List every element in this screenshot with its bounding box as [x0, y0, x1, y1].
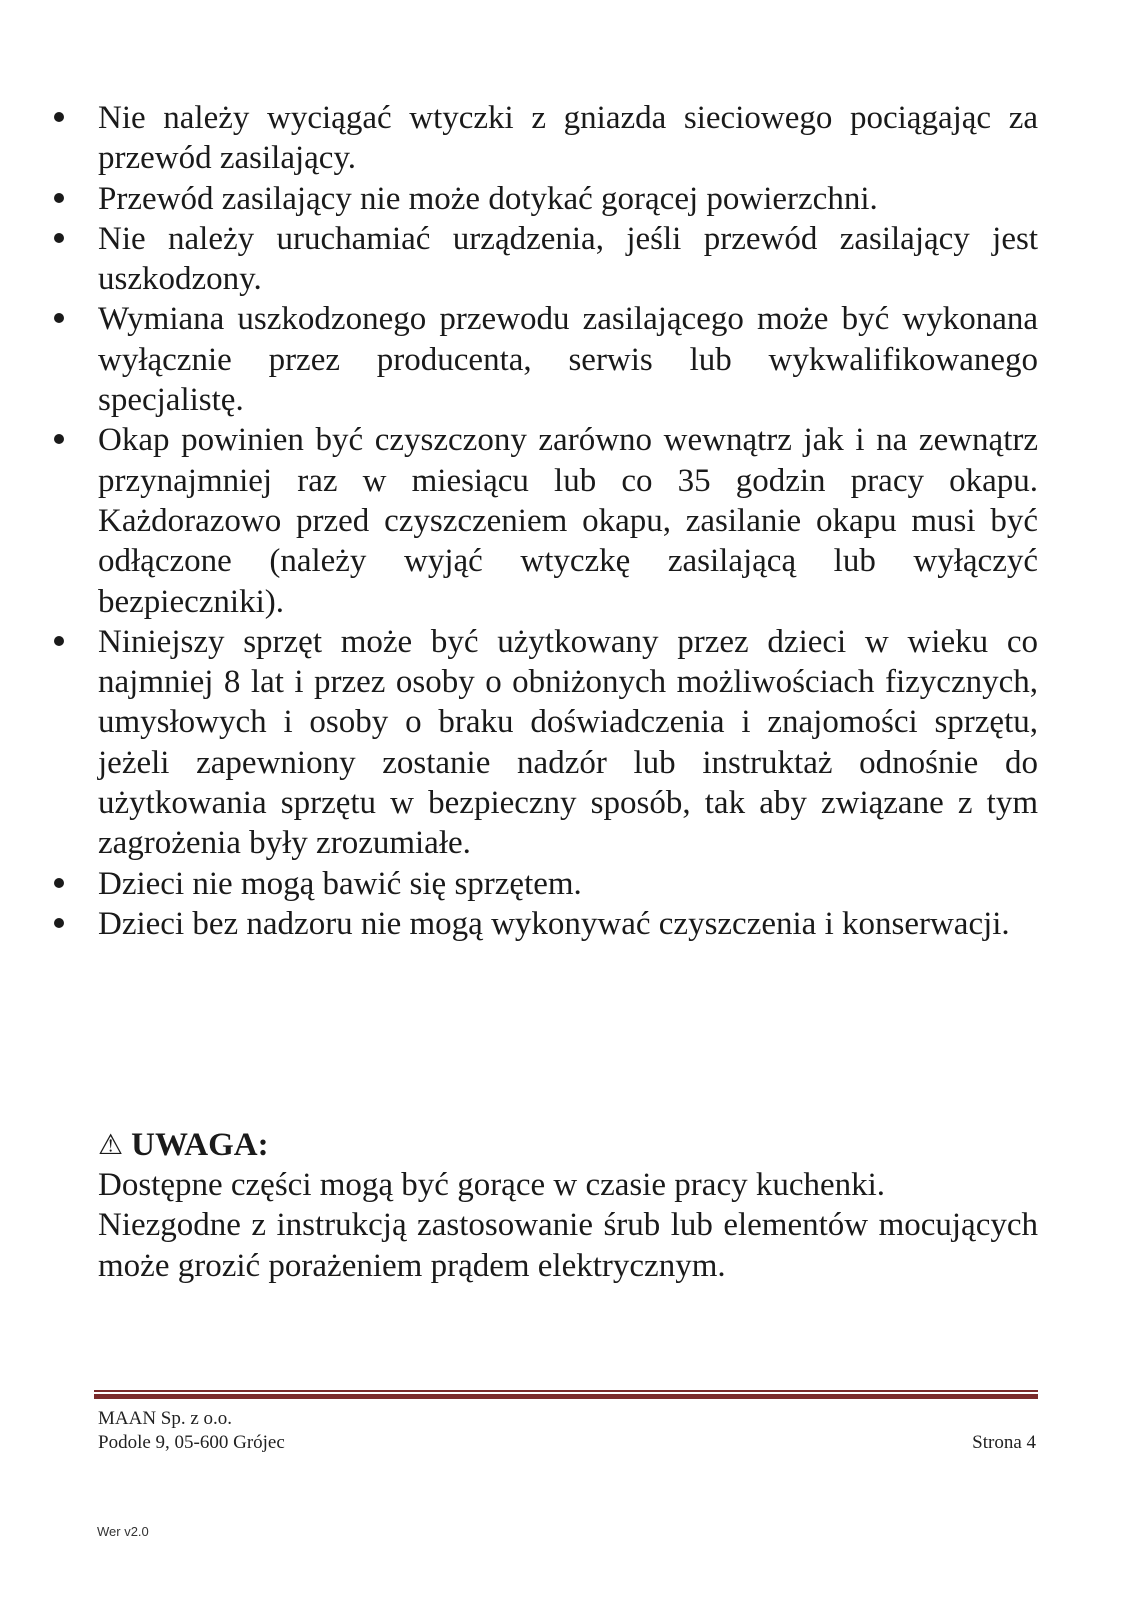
bullet-item — [52, 622, 1038, 864]
footer-divider — [94, 1390, 1038, 1399]
warning-triangle-icon: ⚠ — [98, 1128, 124, 1161]
bullet-text: Dzieci nie mogą bawić się sprzętem. — [98, 865, 582, 902]
bullet-item — [52, 864, 1038, 904]
page-footer — [98, 1407, 1036, 1455]
footer-address: Podole 9, 05-600 Grójec — [98, 1432, 285, 1453]
bullet-item — [52, 904, 1038, 944]
bullet-item — [52, 219, 1038, 300]
bullet-dot-icon — [54, 434, 64, 444]
bullet-dot-icon — [54, 112, 64, 122]
bullet-item — [52, 420, 1038, 621]
bullet-item — [52, 179, 1038, 219]
bullet-text: Niniejszy sprzęt może być użytkowany przez dzieci w wieku co najmniej 8 lat i przez osoby o obniżonych możliwościach fizycznych, umysłowych i osoby o braku doświadczenia i znajomości sprzętu, jeżeli zapewniony zostanie nadzór lub instruktaż odnośnie do użytkowania sprzętu w bezpieczny sposób, tak aby związane z tym zagrożenia były zrozumiałe. — [98, 623, 1038, 862]
safety-bullet-list — [52, 98, 1038, 944]
bullet-dot-icon — [54, 918, 64, 928]
warning-section — [98, 1125, 1038, 1286]
version-label: Wer v2.0 — [97, 1524, 149, 1539]
bullet-dot-icon — [54, 313, 64, 323]
bullet-dot-icon — [54, 878, 64, 888]
bullet-text: Nie należy uruchamiać urządzenia, jeśli przewód zasilający jest uszkodzony. — [98, 220, 1038, 298]
footer-page-number: Strona 4 — [972, 1432, 1036, 1453]
warning-line: Dostępne części mogą być gorące w czasie pracy kuchenki. — [98, 1167, 886, 1203]
bullet-dot-icon — [54, 636, 64, 646]
bullet-text: Przewód zasilający nie może dotykać gorącej powierzchni. — [98, 180, 878, 217]
footer-company: MAAN Sp. z o.o. — [98, 1408, 233, 1429]
bullet-dot-icon — [54, 233, 64, 243]
footer-divider-thin — [94, 1390, 1038, 1392]
warning-heading — [98, 1125, 1038, 1165]
bullet-text: Okap powinien być czyszczony zarówno wewnątrz jak i na zewnątrz przynajmniej raz w miesiącu lub co 35 godzin pracy okapu. Każdorazowo przed czyszczeniem okapu, zasilanie okapu musi być odłączone (należy wyjąć wtyczkę zasilającą lub wyłączyć bezpieczniki). — [98, 422, 1038, 620]
bullet-item — [52, 98, 1038, 179]
bullet-text: Dzieci bez nadzoru nie mogą wykonywać czyszczenia i konserwacji. — [98, 905, 1010, 942]
warning-line: Niezgodne z instrukcją zastosowanie śrub lub elementów mocujących może grozić porażeniem prądem elektrycznym. — [98, 1207, 1038, 1284]
bullet-text: Wymiana uszkodzonego przewodu zasilającego może być wykonana wyłącznie przez producenta, serwis lub wykwalifikowanego specjalistę. — [98, 301, 1038, 419]
bullet-text: Nie należy wyciągać wtyczki z gniazda sieciowego pociągając za przewód zasilający. — [98, 100, 1038, 177]
bullet-dot-icon — [54, 193, 64, 203]
bullet-item — [52, 299, 1038, 420]
footer-divider-thick — [94, 1394, 1038, 1399]
warning-title: UWAGA: — [131, 1127, 269, 1163]
